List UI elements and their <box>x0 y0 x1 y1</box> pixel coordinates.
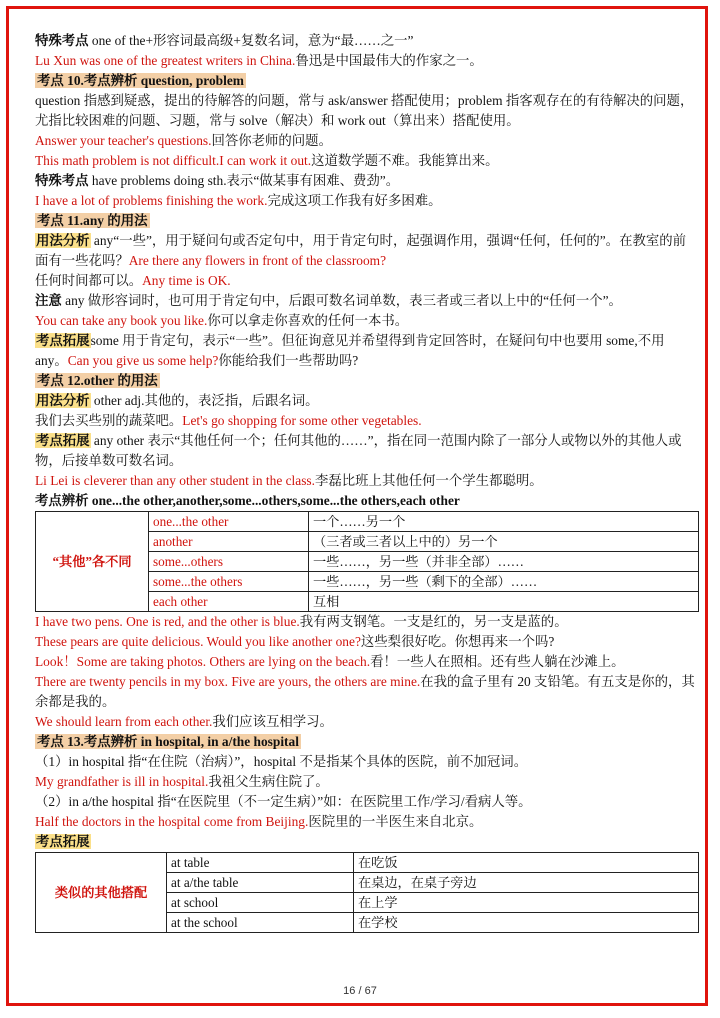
text-line: 考点拓展some 用于肯定句，表示“一些”。但征询意见并希望得到肯定回答时，在疑问句中也要用 some,不用 any。Can you give us some help?你能给我们一些帮助吗? <box>35 333 665 368</box>
tag-label: 考点拓展 <box>36 433 90 448</box>
table-cell-en: some...others <box>149 552 309 572</box>
table-cell-zh: 在桌边，在桌子旁边 <box>354 873 699 893</box>
tag-label: 考点拓展 <box>36 834 90 849</box>
example-line: We should learn from each other.我们应该互相学习。 <box>35 714 333 729</box>
table-side-label: 类似的其他搭配 <box>36 853 167 933</box>
table-cell-en: one...the other <box>149 512 309 532</box>
example-line: You can take any book you like.你可以拿走你喜欢的任何一本书。 <box>35 313 409 328</box>
page <box>6 6 708 1006</box>
text-line: 特殊考点 one of the+形容词最高级+复数名词，意为“最……之一” <box>35 33 414 48</box>
example-line: My grandfather is ill in hospital.我祖父生病住院了。 <box>35 774 329 789</box>
example-line: I have a lot of problems finishing the work.完成这项工作我有好多困难。 <box>35 193 442 208</box>
example-line: Look！Some are taking photos. Others are lying on the beach.看！一些人在照相。还有些人躺在沙滩上。 <box>35 654 625 669</box>
example-line: Lu Xun was one of the greatest writers in China.鲁迅是中国最伟大的作家之一。 <box>35 53 483 68</box>
text-line: question 指感到疑惑，提出的待解答的问题，常与 ask/answer 搭配使用；problem 指客观存在的有待解决的问题，尤指比较困难的问题、习题，常与 solve（解决）和 work out（算出来）搭配使用。 <box>35 93 694 128</box>
table-cell-en: at table <box>167 853 354 873</box>
text-line: 特殊考点 have problems doing sth.表示“做某事有困难、费劲”。 <box>35 173 400 188</box>
table-cell-zh: 在学校 <box>354 913 699 933</box>
table-cell-en: another <box>149 532 309 552</box>
section-heading: 考点 11.any 的用法 <box>37 213 148 228</box>
example-line: Half the doctors in the hospital come from Beijing.医院里的一半医生来自北京。 <box>35 814 483 829</box>
table-cell-zh: 在吃饭 <box>354 853 699 873</box>
section-heading: 考点 13.考点辨析 in hospital, in a/the hospital <box>37 734 299 749</box>
text-line: 用法分析 any“一些”，用于疑问句或否定句中，用于肯定句时，起强调作用，强调“任何，任何的”。在教室的前面有一些花吗？Are there any flowers in front of the classroom? <box>35 233 687 268</box>
example-line: These pears are quite delicious. Would you like another one?这些梨很好吃。你想再来一个吗? <box>35 634 555 649</box>
table-cell-zh: 在上学 <box>354 893 699 913</box>
table-cell-en: at the school <box>167 913 354 933</box>
example-line: This math problem is not difficult.I can work it out.这道数学题不难。我能算出来。 <box>35 153 499 168</box>
example-line: Answer your teacher's questions.回答你老师的问题。 <box>35 133 332 148</box>
table-cell-en: each other <box>149 592 309 612</box>
table-side-label: “其他”各不同 <box>36 512 149 612</box>
table-cell-en: some...the others <box>149 572 309 592</box>
tag-label: 考点拓展 <box>36 333 90 348</box>
table-row <box>36 512 699 532</box>
table-heading: 考点辨析 one...the other,another,some...others,some...the others,each other <box>35 493 460 508</box>
table-cell-zh: 一个……另一个 <box>309 512 699 532</box>
text-line: 考点拓展 any other 表示“其他任何一个；任何其他的……”，指在同一范围内除了一部分人或物以外的其他人或物，后接单数可数名词。 <box>35 433 682 468</box>
example-line: 任何时间都可以。Any time is OK. <box>35 273 231 288</box>
tag-label: 用法分析 <box>36 233 90 248</box>
page-number: 16 / 67 <box>343 985 377 997</box>
text-line <box>35 832 699 852</box>
example-line: There are twenty pencils in my box. Five are yours, the others are mine.在我的盒子里有 20 支铅笔。有五支是你的，其余都是我的。 <box>35 674 695 709</box>
document-body <box>35 31 699 933</box>
table-cell-zh: 一些……，另一些（剩下的全部）…… <box>309 572 699 592</box>
example-line: I have two pens. One is red, and the other is blue.我有两支钢笔。一支是红的，另一支是蓝的。 <box>35 614 568 629</box>
table-cell-zh: 互相 <box>309 592 699 612</box>
tag-label: 特殊考点 <box>35 33 89 48</box>
others-table <box>35 511 699 612</box>
table-row <box>36 853 699 873</box>
collocation-table <box>35 852 699 933</box>
section-heading: 考点 12.other 的用法 <box>37 373 158 388</box>
text-line: 注意 any 做形容词时，也可用于肯定句中，后跟可数名词单数，表三者或三者以上中的“任何一个”。 <box>35 293 622 308</box>
tag-label: 注意 <box>35 293 62 308</box>
section-heading: 考点 10.考点辨析 question, problem <box>37 73 244 88</box>
table-cell-zh: 一些……，另一些（并非全部）…… <box>309 552 699 572</box>
example-line: 我们去买些别的蔬菜吧。Let's go shopping for some other vegetables. <box>35 413 422 428</box>
text-line: 用法分析 other adj.其他的，表泛指，后跟名词。 <box>36 393 319 408</box>
tag-label: 特殊考点 <box>35 173 89 188</box>
table-cell-en: at a/the table <box>167 873 354 893</box>
text-line: （1）in hospital 指“在住院（治病）”，hospital 不是指某个具体的医院，前不加冠词。 <box>35 754 528 769</box>
text-line: （2）in a/the hospital 指“在医院里（不一定生病）”如：在医院里工作/学习/看病人等。 <box>35 794 532 809</box>
table-cell-zh: （三者或三者以上中的）另一个 <box>309 532 699 552</box>
example-line: Li Lei is cleverer than any other student in the class.李磊比班上其他任何一个学生都聪明。 <box>35 473 543 488</box>
table-cell-en: at school <box>167 893 354 913</box>
tag-label: 用法分析 <box>36 393 90 408</box>
